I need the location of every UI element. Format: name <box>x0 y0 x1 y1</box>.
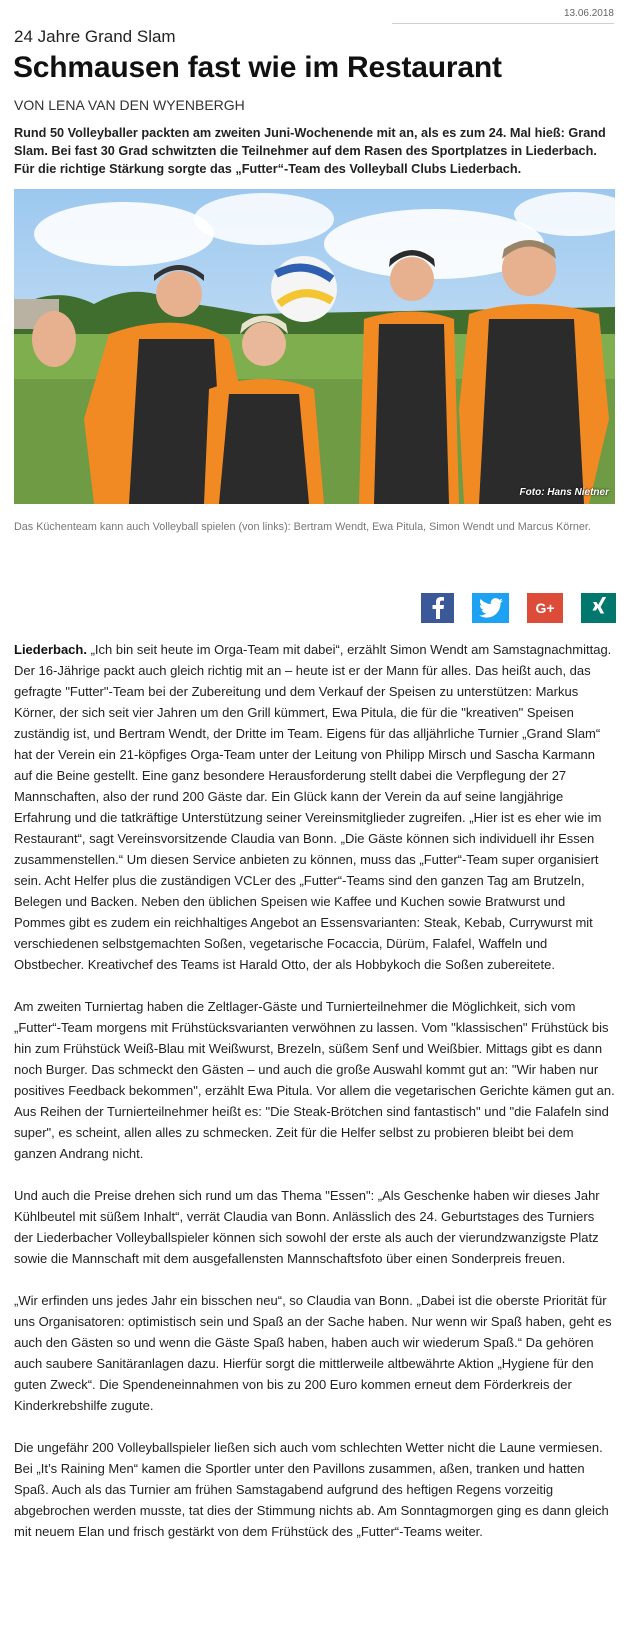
body-paragraph: Die ungefähr 200 Volleyballspieler ließen sich auch vom schlechten Wetter nicht die Laune vermiesen. Bei „It’s Raining Men“ kamen die Sportler unter den Pavillons zusammen, aßen, tranken und hatten Spaß. Auch als das Turnier am frühen Samstagabend aufgrund des heftigen Regens vorzeitig abgebrochen werden musste, tat dies der Stimmung nichts ab. Am Sonntagmorgen ging es dann gleich mit neuem Elan und frisch gestärkt von dem Frühstück des „Futter“-Teams weiter. <box>14 1440 609 1539</box>
article-headline: Schmausen fast wie im Restaurant <box>13 51 502 84</box>
facebook-share-button[interactable] <box>421 593 454 623</box>
google-plus-share-button[interactable] <box>527 593 563 623</box>
photo-credit: Foto: Hans Nietner <box>519 487 609 498</box>
article-byline: VON LENA VAN DEN WYENBERGH <box>14 97 245 113</box>
publish-date: 13.06.2018 <box>392 8 614 24</box>
body-paragraph: Am zweiten Turniertag haben die Zeltlager-Gäste und Turnierteilnehmer die Möglichkeit, sich vom „Futter“-Team morgens mit Frühstücksvarianten verwöhnen zu lassen. Vom "klassischen" Frühstück bis hin zum Frühstück Weiß-Blau mit Weißwurst, Brezeln, süßem Senf und Weißbier. Mittags gibt es dann noch Burger. Das schmeckt den Gästen – und auch die große Auswahl kommt gut an: "Wir haben nur positives Feedback bekommen", erzählt Ewa Pitula. Vor allem die vegetarischen Gerichte kämen gut an. Aus Reihen der Turnierteilnehmer heißt es: "Die Steak-Brötchen sind fantastisch" und "die Falafeln sind super", es scheint, allen alles zu schmecken. Zeit für die Helfer selbst zu probieren bleibt bei dem ganzen Andrang nicht. <box>14 999 615 1161</box>
article-kicker: 24 Jahre Grand Slam <box>14 27 176 46</box>
twitter-share-button[interactable] <box>472 593 509 623</box>
photo-caption: Das Küchenteam kann auch Volleyball spielen (von links): Bertram Wendt, Ewa Pitula, Simon Wendt und Marcus Körner. <box>14 521 591 533</box>
share-bar <box>421 593 616 623</box>
twitter-icon <box>479 598 503 618</box>
article-body <box>14 639 616 1563</box>
article-lead: Rund 50 Volleyballer packten am zweiten Juni-Wochenende mit an, als es zum 24. Mal hieß: Grand Slam. Bei fast 30 Grad schwitzten die Teilnehmer auf dem Rasen des Sportplatzes in Liederbach. Für die richtige Stärkung sorgte das „Futter“-Team des Volleyball Clubs Liederbach. <box>14 126 606 176</box>
body-paragraph: Liederbach. „Ich bin seit heute im Orga-Team mit dabei“, erzählt Simon Wendt am Samstagnachmittag. Der 16-Jährige packt auch gleich richtig mit an – heute ist er der Mann für alles. Das heißt auch, das gefragte "Futter"-Team bei der Zubereitung und dem Verkauf der Speisen zu unterstützen: Markus Körner, der sich seit vier Jahren um den Grill kümmert, Ewa Pitula, die für die "kreativen" Speisen zuständig ist, und Bertram Wendt, der Dritte im Team. Eigens für das alljährliche Turnier „Grand Slam“ hat der Verein ein 21-köpfiges Orga-Team unter der Leitung von Philipp Mirsch und Sascha Karmann auf die Beine gestellt. Eine ganz besondere Herausforderung stellt dabei die Verpflegung der 27 Mannschaften, also der rund 200 Gäste dar. Ein Glück kann der Verein da auf seine langjährige Erfahrung und die tatkräftige Unterstützung seiner Vereinsmitglieder zugreifen. „Hier ist es eher wie im Restaurant“, sagt Vereinsvorsitzende Claudia van Bonn. „Die Gäste können sich individuell ihr Essen zusammenstellen.“ Um diesen Service anbieten zu können, muss das „Futter“-Team super organisiert sein. Acht Helfer plus die zuständigen VCLer des „Futter“-Teams sind den ganzen Tag am Brutzeln, Belegen und Backen. Neben den üblichen Speisen wie Kaffee und Kuchen sowie Bratwurst und Pommes gibt es zudem ein reichhaltiges Angebot an Essensvarianten: Steak, Kebab, Currywurst mit verschiedenen selbstgemachten Soßen, vegetarische Focaccia, Dürüm, Falafel, Waffeln und Obstbecher. Kreativchef des Teams ist Harald Otto, der als Hobbykoch die Soßen zubereitete. <box>14 642 612 972</box>
xing-share-button[interactable] <box>581 593 616 623</box>
xing-icon <box>590 597 608 619</box>
article-photo <box>14 189 615 504</box>
facebook-icon <box>431 597 445 619</box>
body-paragraph: Und auch die Preise drehen sich rund um das Thema "Essen": „Als Geschenke haben wir dieses Jahr Kühlbeutel mit süßem Inhalt“, verrät Claudia van Bonn. Anlässlich des 24. Geburtstages des Turniers der Liederbacher Volleyballspieler können sich sowohl der erste als auch der vierundzwanzigste Platz sowie die Mannschaft mit dem ausgefallensten Mannschaftsfoto über einen Sonderpreis freuen. <box>14 1188 600 1266</box>
dateline-location: Liederbach. <box>14 642 87 657</box>
body-paragraph: „Wir erfinden uns jedes Jahr ein bisschen neu“, so Claudia van Bonn. „Dabei ist die oberste Priorität für uns Organisatoren: optimistisch sein und Spaß an der Sache haben. Nur wenn wir Spaß haben, geht es auch den Gästen so und wenn die Gäste Spaß haben, haben auch wir wiederum Spaß.“ Da gehören auch saubere Sanitäranlagen dazu. Hierfür sorgt die mittlerweile altbewährte Aktion „Hygiene für den guten Zweck“. Die Spendeneinnahmen von bis zu 200 Euro kommen erneut dem Förderkreis der Kinderkrebshilfe zugute. <box>14 1293 612 1413</box>
google-plus-icon: G+ <box>535 600 555 616</box>
photo-illustration <box>14 189 615 504</box>
